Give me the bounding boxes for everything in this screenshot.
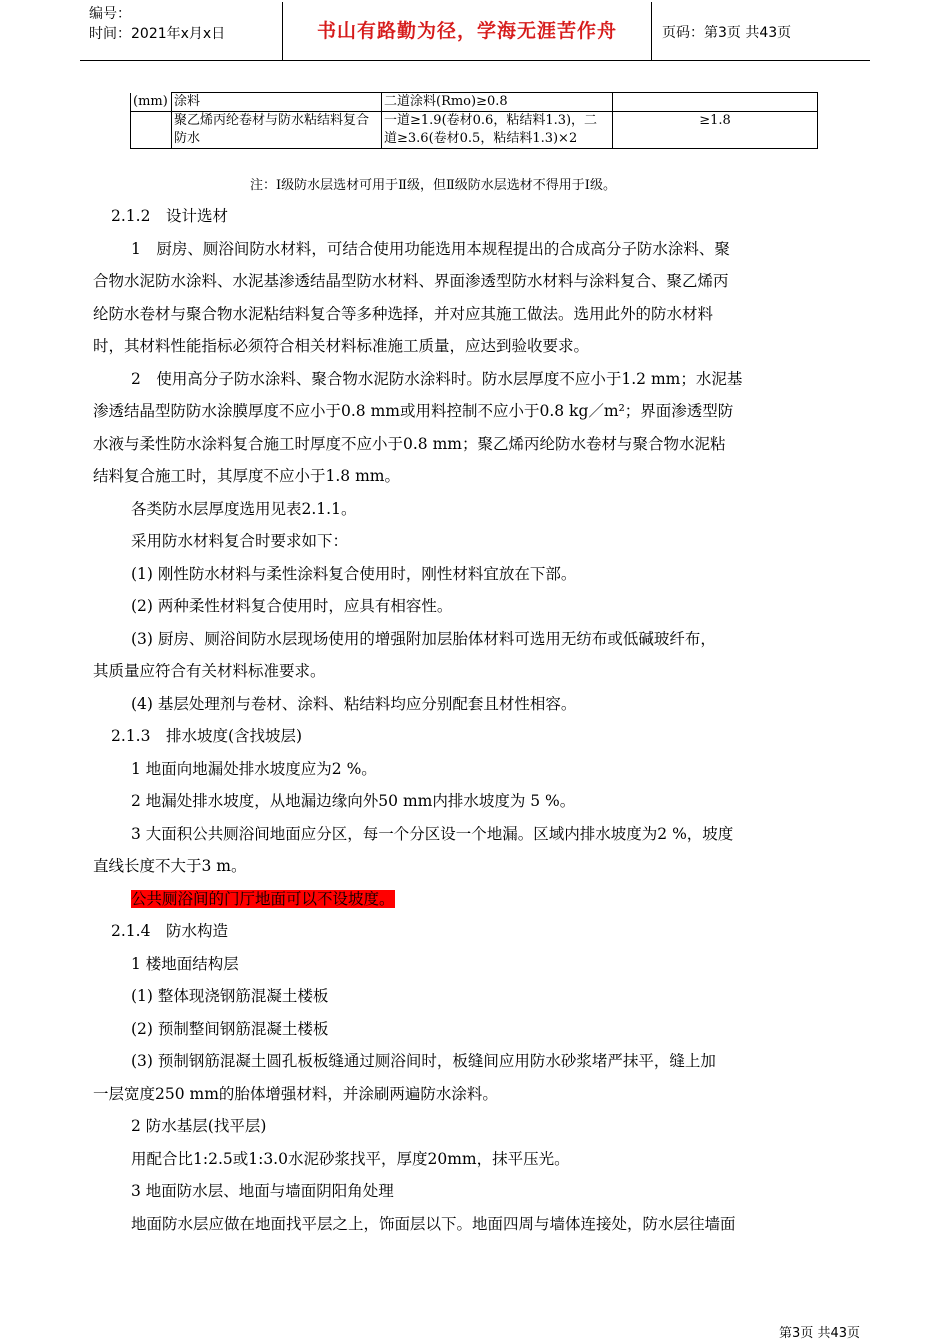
document-time-label: 时间：2021年x月x日 xyxy=(89,26,226,42)
list-item: (2) 预制整间钢筋混凝土楼板 xyxy=(131,1019,329,1038)
paragraph-line: 3 大面积公共厕浴间地面应分区，每一个分区设一个地漏。区域内排水坡度为2 %，坡度 xyxy=(131,824,734,843)
page-footer: 第3页 共43页 xyxy=(779,1326,860,1341)
header-motto: 书山有路勤为径，学海无涯苦作舟 xyxy=(316,20,617,42)
paragraph-line: 1 楼地面结构层 xyxy=(131,954,239,973)
table-cell xyxy=(131,112,172,149)
highlight-text: 公共厕浴间的门厅地面可以不设坡度。 xyxy=(131,889,395,908)
section-heading: 2.1.3 排水坡度(含找坡层) xyxy=(111,727,303,745)
paragraph-line: 采用防水材料复合时要求如下： xyxy=(131,532,349,550)
paragraph-line: 2 使用高分子防水涂料、聚合物水泥防水涂料时。防水层厚度不应小于1.2 mm；水泥基 xyxy=(131,369,743,388)
list-item: (3) 厨房、厕浴间防水层现场使用的增强附加层胎体材料可选用无纺布或低碱玻纤布， xyxy=(131,629,716,648)
table-note: 注：Ⅰ级防水层选材可用于Ⅱ级，但Ⅱ级防水层选材不得用于Ⅰ级。 xyxy=(250,178,616,193)
header-rule xyxy=(80,60,870,61)
paragraph-line: 用配合比1:2.5或1:3.0水泥砂浆找平，厚度20mm，抹平压光。 xyxy=(131,1149,570,1168)
section-heading: 2.1.2 设计选材 xyxy=(111,207,228,225)
document-number-label: 编号： xyxy=(89,6,131,22)
paragraph-line: 一层宽度250 mm的胎体增强材料，并涂刷两遍防水涂料。 xyxy=(93,1084,498,1103)
table-cell: 涂料 xyxy=(172,93,382,112)
list-item: (1) 刚性防水材料与柔性涂料复合使用时，刚性材料宜放在下部。 xyxy=(131,564,577,583)
section-heading: 2.1.4 防水构造 xyxy=(111,922,228,940)
table-cell: ≥1.8 xyxy=(613,112,818,149)
paragraph-line: 时，其材料性能指标必须符合相关材料标准施工质量，应达到验收要求。 xyxy=(93,337,590,355)
header-page-number: 页码：第3页 共43页 xyxy=(662,25,792,41)
paragraph-line: 纶防水卷材与聚合物水泥粘结料复合等多种选择，并对应其施工做法。选用此外的防水材料 xyxy=(93,304,714,323)
body-text xyxy=(93,200,861,1240)
table-row xyxy=(131,112,818,149)
list-item: (4) 基层处理剂与卷材、涂料、粘结料均应分别配套且材性相容。 xyxy=(131,694,577,713)
paragraph-line: 其质量应符合有关材料标准要求。 xyxy=(93,662,326,680)
paragraph-line: 3 地面防水层、地面与墙面阴阳角处理 xyxy=(131,1182,394,1200)
paragraph-line: 水液与柔性防水涂料复合施工时厚度不应小于0.8 mm；聚乙烯丙纶防水卷材与聚合物水泥粘 xyxy=(93,434,726,453)
paragraph-line: 直线长度不大于3 m。 xyxy=(93,857,247,875)
table-row xyxy=(131,93,818,112)
paragraph-line: 结料复合施工时，其厚度不应小于1.8 mm。 xyxy=(93,467,400,485)
paragraph-line: 各类防水层厚度选用见表2.1.1。 xyxy=(131,499,357,518)
paragraph-line: 2 地漏处排水坡度，从地漏边缘向外50 mm内排水坡度为 5 %。 xyxy=(131,792,576,810)
page-header xyxy=(80,2,870,60)
highlighted-line xyxy=(93,883,861,916)
paragraph-line: 地面防水层应做在地面找平层之上，饰面层以下。地面四周与墙体连接处，防水层往墙面 xyxy=(131,1214,736,1233)
list-item: (2) 两种柔性材料复合使用时，应具有相容性。 xyxy=(131,597,453,615)
paragraph-line: 合物水泥防水涂料、水泥基渗透结晶型防水材料、界面渗透型防水材料与涂料复合、聚乙烯丙 xyxy=(93,272,729,290)
table-cell: 聚乙烯丙纶卷材与防水粘结料复合防水 xyxy=(172,112,382,149)
header-meta xyxy=(89,4,225,44)
table-cell: 二道涂料(Rmo)≥0.8 xyxy=(382,93,613,112)
list-item: (3) 预制钢筋混凝土圆孔板板缝通过厕浴间时，板缝间应用防水砂浆堵严抹平，缝上加 xyxy=(131,1052,716,1070)
header-divider xyxy=(651,2,652,60)
list-item: (1) 整体现浇钢筋混凝土楼板 xyxy=(131,987,329,1005)
paragraph-line: 2 防水基层(找平层) xyxy=(131,1117,267,1135)
thickness-table xyxy=(130,92,818,149)
table-cell xyxy=(613,93,818,112)
paragraph-line: 渗透结晶型防防水涂膜厚度不应小于0.8 mm或用料控制不应小于0.8 kg／m²；界面渗透型防 xyxy=(93,402,734,420)
table-cell: (mm) xyxy=(131,93,172,112)
paragraph-line: 1 厨房、厕浴间防水材料，可结合使用功能选用本规程提出的合成高分子防水涂料、聚 xyxy=(131,239,730,258)
paragraph-line: 1 地面向地漏处排水坡度应为2 %。 xyxy=(131,759,377,778)
table-cell: 一道≥1.9(卷材0.6，粘结料1.3)，二道≥3.6(卷材0.5，粘结料1.3)×2 xyxy=(382,112,613,149)
